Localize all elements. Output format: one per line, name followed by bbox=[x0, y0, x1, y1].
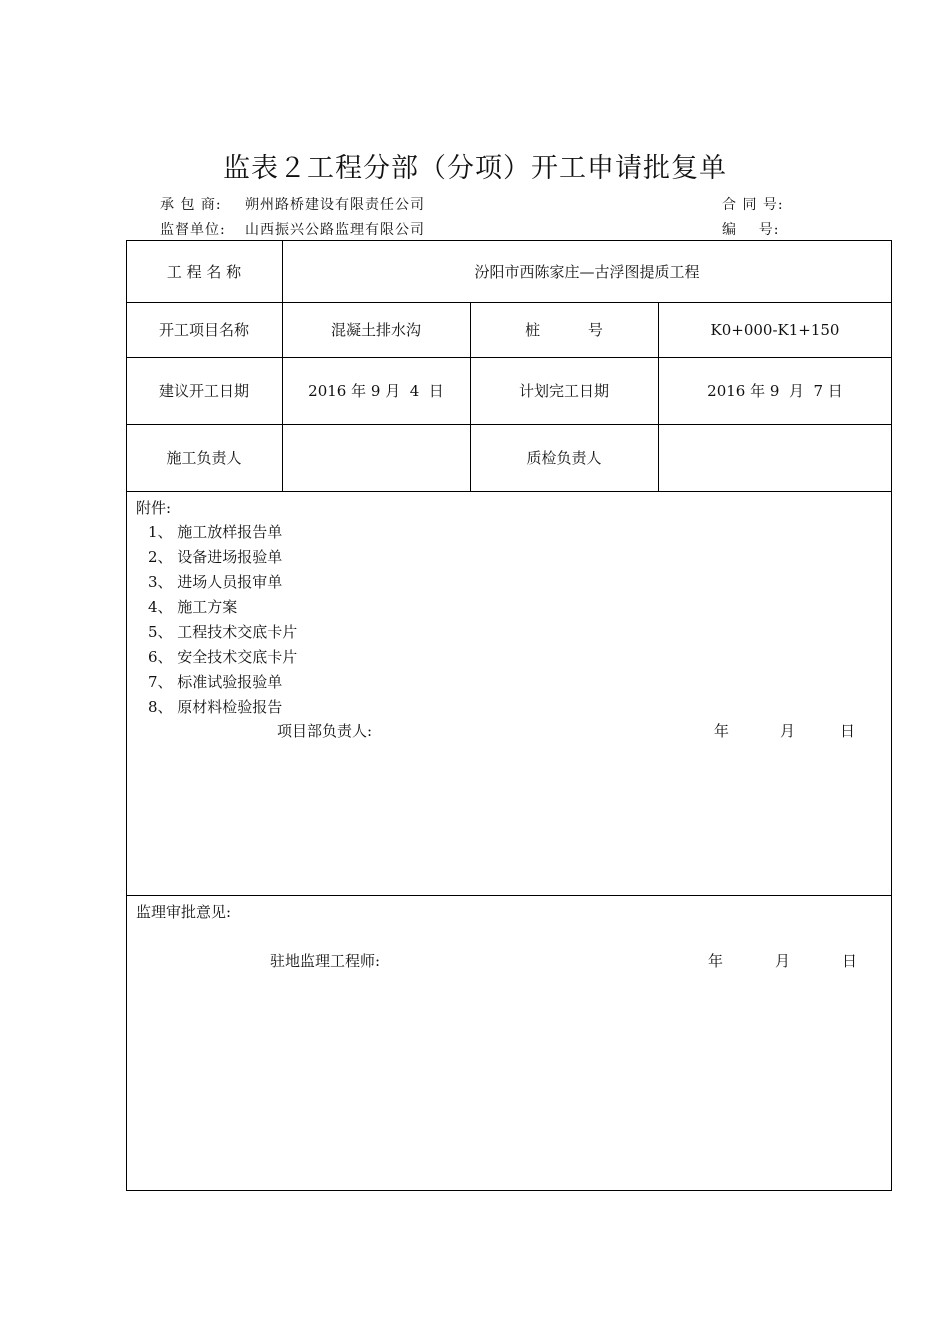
attachments-heading: 附件: bbox=[136, 499, 172, 517]
start-date-value: 2016 年 9 月 4 日 bbox=[308, 382, 444, 400]
contractor-value: 朔州路桥建设有限责任公司 bbox=[245, 197, 425, 213]
attachment-item: 6、 安全技术交底卡片 bbox=[148, 648, 298, 666]
attachment-item: 2、 设备进场报验单 bbox=[148, 548, 283, 566]
attachment-item: 7、 标准试验报验单 bbox=[148, 673, 283, 691]
end-date-label: 计划完工日期 bbox=[518, 382, 609, 400]
contract-no-label: 合 同 号: bbox=[722, 197, 784, 213]
start-date-label: 建议开工日期 bbox=[158, 382, 249, 400]
supervisor-label: 监督单位: bbox=[160, 222, 226, 238]
project-name-label: 工 程 名 称 bbox=[166, 262, 242, 281]
project-lead-signature-label: 项目部负责人: bbox=[277, 722, 373, 740]
attachments-day-label: 日 bbox=[840, 722, 856, 740]
station-label: 桩 号 bbox=[525, 321, 603, 339]
attachment-item: 8、 原材料检验报告 bbox=[148, 698, 283, 716]
supervisor-value: 山西振兴公路监理有限公司 bbox=[245, 222, 425, 238]
project-name-value: 汾阳市西陈家庄—古浮图提质工程 bbox=[474, 262, 700, 281]
approval-heading: 监理审批意见: bbox=[136, 903, 232, 921]
attachments-month-label: 月 bbox=[780, 722, 796, 740]
approval-day-label: 日 bbox=[842, 952, 858, 970]
approval-month-label: 月 bbox=[775, 952, 791, 970]
attachment-item: 1、 施工放样报告单 bbox=[148, 523, 283, 541]
serial-no-label: 编 号: bbox=[722, 222, 780, 238]
attachment-item: 4、 施工方案 bbox=[148, 598, 238, 616]
attachment-item: 5、 工程技术交底卡片 bbox=[148, 623, 298, 641]
page-title: 监表２工程分部（分项）开工申请批复单 bbox=[223, 153, 727, 184]
end-date-value: 2016 年 9 月 7 日 bbox=[707, 382, 843, 400]
attachment-item: 3、 进场人员报审单 bbox=[148, 573, 283, 591]
contractor-label: 承 包 商: bbox=[160, 197, 222, 213]
construction-lead-value[interactable] bbox=[282, 424, 470, 491]
site-engineer-signature-label: 驻地监理工程师: bbox=[270, 952, 381, 970]
row-divider bbox=[126, 491, 892, 492]
item-name-value: 混凝土排水沟 bbox=[330, 321, 421, 339]
station-value: K0+000-K1+150 bbox=[710, 320, 840, 339]
qc-lead-label: 质检负责人 bbox=[526, 449, 602, 467]
attachments-year-label: 年 bbox=[714, 722, 730, 740]
item-name-label: 开工项目名称 bbox=[158, 321, 249, 339]
row-divider bbox=[126, 895, 892, 896]
qc-lead-value[interactable] bbox=[658, 424, 892, 491]
construction-lead-label: 施工负责人 bbox=[166, 449, 242, 467]
approval-year-label: 年 bbox=[708, 952, 724, 970]
